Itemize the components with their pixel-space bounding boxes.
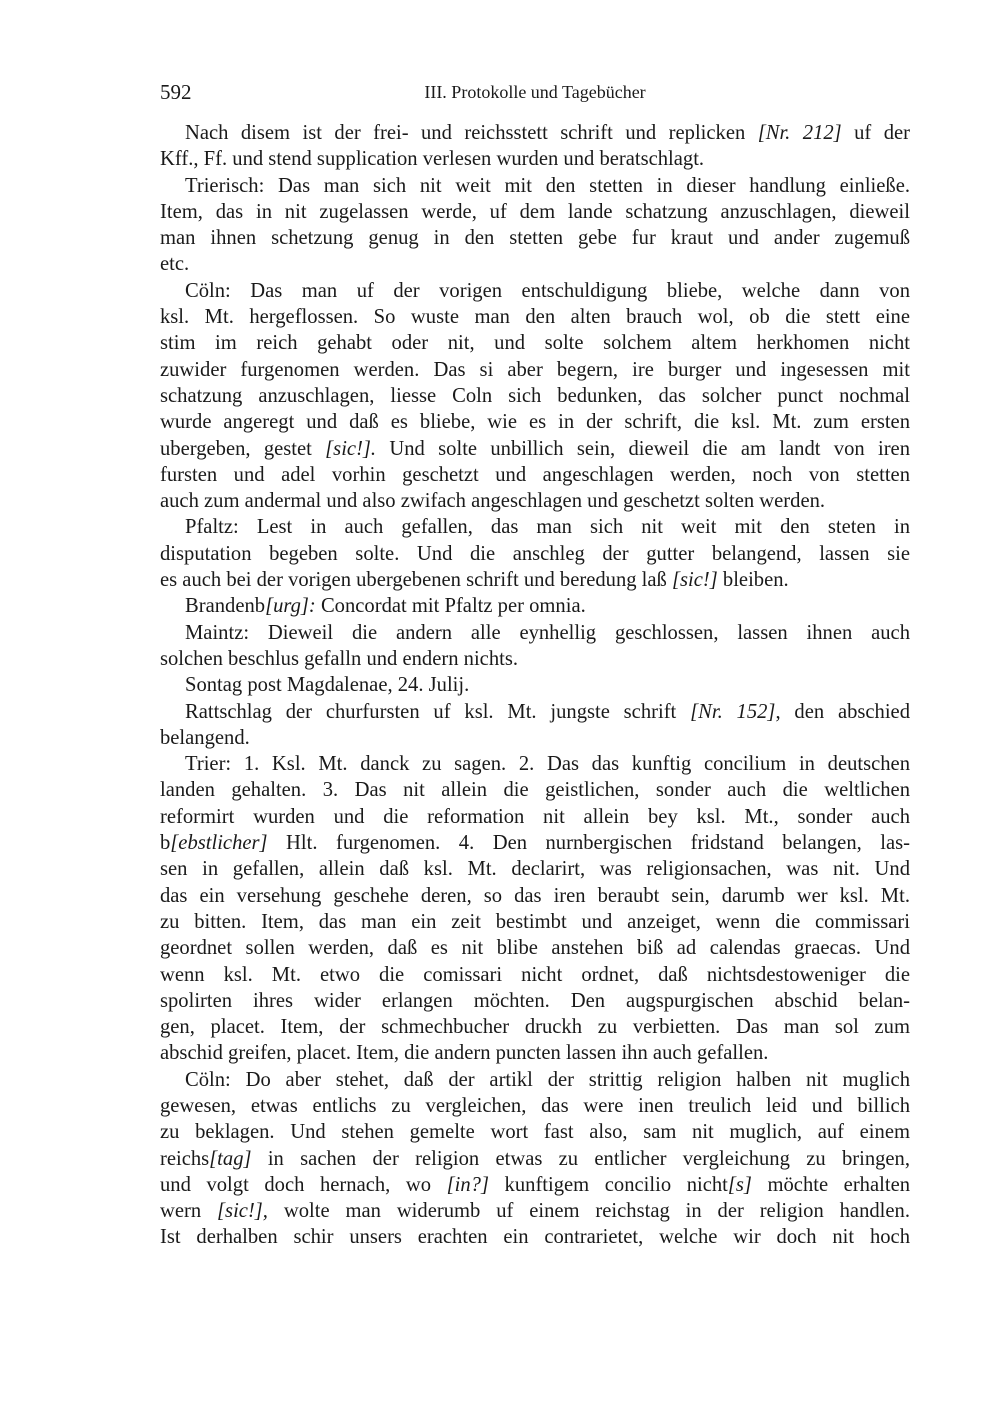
text-line [160,251,910,277]
text-segment: es auch bei der vorigen ubergebenen schrift und beredung laß [160,569,672,592]
text-segment: belangend. [160,726,250,749]
text-segment: zuwider furgenomen werden. Das si aber begern, ire burger und ingesessen mit [160,358,910,381]
text-segment: disputation begeben solte. Und die anschleg der gutter belangend, lassen sie [160,542,910,565]
text-line [160,462,910,488]
text-segment: reichs [160,1147,210,1170]
text-segment: Kff., Ff. und stend supplication verlesen wurden und beratschlagt. [160,148,705,171]
text-line [160,646,910,672]
text-line [160,199,910,225]
paragraph [160,278,910,515]
text-segment: gen, placet. Item, der schmechbucher druckh zu verbietten. Das man sol zum [160,1016,910,1039]
text-line [160,804,910,830]
text-line [160,1014,910,1040]
text-line [160,620,910,646]
text-segment: zu beklagen. Und stehen gemelte wort fast also, sam nit muglich, auf einem [160,1121,910,1144]
text-line [160,725,910,751]
text-segment: wenn ksl. Mt. etwo die comissari nicht ordnet, daß nichtsdestoweniger die [160,963,910,986]
paragraph [160,699,910,752]
text-segment: ubergeben, gestet [160,437,326,460]
text-segment: Item, das in nit zugelassen werde, uf dem lande schatzung anzuschlagen, dieweil [160,200,910,223]
text-segment: und volgt doch hernach, wo [160,1173,447,1196]
text-segment: Und solte unbillich sein, dieweil die am landt von iren [376,437,910,460]
text-segment: das ein versehung geschehe deren, so das iren beraubt sein, darumb wer ksl. Mt. [160,884,910,907]
editorial-note: [in?] [446,1173,489,1196]
editorial-note: [tag] [209,1147,252,1170]
editorial-note: [sic!]. [325,437,377,460]
paragraph [160,173,910,278]
text-line [160,1119,910,1145]
text-line [160,935,910,961]
text-segment: etc. [160,253,190,276]
text-segment: Rattschlag der churfursten uf ksl. Mt. jungste schrift [185,700,691,723]
text-line [160,1067,910,1093]
text-line [160,1040,910,1066]
text-line [160,1146,910,1172]
text-segment: spolirten ihres wider erlangen möchten. Den augspurgischen abschid belan- [160,989,910,1012]
editorial-note: [Nr. 212] [757,122,842,144]
text-line [160,146,910,172]
editorial-note: [ebstlicher] [170,832,268,855]
text-line [160,830,910,856]
text-line [160,330,910,356]
text-line [160,383,910,409]
paragraph [160,751,910,1067]
text-line [160,1198,910,1224]
text-line [160,751,910,777]
running-header [160,80,910,106]
editorial-note: [sic!], [217,1200,268,1223]
text-line [160,514,910,540]
text-segment: uf der [841,122,911,144]
paragraph [160,593,910,619]
text-segment: möchte erhalten [751,1173,910,1196]
page-number: 592 [160,80,192,104]
text-segment: Cöln: Do aber stehet, daß der artikl der strittig religion halben nit muglich [185,1068,910,1091]
text-line [160,777,910,803]
text-segment: in sachen der religion etwas zu entlicher vergleichung zu bringen, [251,1147,910,1170]
text-segment: zu bitten. Item, das man ein zeit bestimbt und anzeiget, wenn die commissari [160,910,910,933]
text-line [160,567,910,593]
text-segment: ksl. Mt. hergeflossen. So wuste man den alten brauch wol, ob die stett eine [160,306,910,329]
editorial-note: [s] [727,1173,752,1196]
text-line [160,593,910,619]
text-segment: solchen beschlus gefalln und endern nichts. [160,647,519,670]
text-segment: Nach disem ist der frei- und reichsstett schrift und replicken [185,122,758,144]
paragraph [160,1067,910,1251]
text-segment: wurde angeregt und daß es bliebe, wie es in der schrift, die ksl. Mt. zum ersten [160,411,910,434]
text-segment: kunftigem concilio nicht [488,1173,728,1196]
text-line [160,304,910,330]
text-line [160,488,910,514]
paragraph [160,620,910,673]
text-segment: geordnet sollen werden, daß es nit blibe anstehen biß ad calendas graecas. Und [160,937,910,960]
paragraph [160,514,910,593]
document-body [160,120,910,1251]
text-segment: gewesen, etwas entlichs zu vergleichen, das were inen treulich leid und billich [160,1094,910,1117]
text-line [160,436,910,462]
text-segment: stim im reich gehabt oder nit, und solte solchem altem herkhomen nicht [160,332,910,355]
text-segment: b [160,832,171,855]
text-segment: , den abschied [775,700,910,723]
text-line [160,541,910,567]
text-segment: Hlt. furgenomen. 4. Den nurnbergischen fridstand belangen, las- [267,832,910,855]
text-line [160,1093,910,1119]
text-segment: auch zum andermal und also zwifach angeschlagen und geschetzt solten werden. [160,490,826,513]
text-line [160,1172,910,1198]
text-segment: man ihnen schetzung genug in den stetten gebe fur kraut und ander zugemuß [160,227,910,250]
text-line [160,409,910,435]
text-line [160,225,910,251]
text-segment: abschid greifen, placet. Item, die andern puncten lassen ihn auch gefallen. [160,1042,769,1065]
text-segment: Sontag post Magdalenae, 24. Julij. [185,674,470,697]
text-segment: Ist derhalben schir unsers erachten ein contrarietet, welche wir doch nit hoch [160,1226,910,1249]
text-segment: wern [160,1200,218,1223]
paragraph [160,672,910,698]
text-line [160,173,910,199]
text-line [160,672,910,698]
text-segment: bleiben. [717,569,789,592]
text-line [160,856,910,882]
text-segment: schatzung anzuschlagen, liesse Coln sich bedunken, das solcher punct nochmal [160,384,910,407]
text-segment: Trierisch: Das man sich nit weit mit den stetten in dieser handlung einließe. [185,174,910,197]
text-line [160,699,910,725]
text-segment: Concordat mit Pfaltz per omnia. [315,595,586,618]
text-segment: wolte man widerumb uf einem reichstag in der religion handlen. [267,1200,910,1223]
text-line [160,120,910,146]
text-line [160,909,910,935]
text-segment: Trier: 1. Ksl. Mt. danck zu sagen. 2. Das das kunftig concilium in deutschen [185,753,910,776]
text-segment: landen gehalten. 3. Das nit allein die geistlichen, sonder auch die weltlichen [160,779,910,802]
paragraph [160,120,910,173]
text-segment: reformirt wurden und die reformation nit allein bey ksl. Mt., sonder auch [160,805,910,828]
text-segment: fursten und adel vorhin geschetzt und angeschlagen werden, noch von stetten [160,463,910,486]
text-segment: Pfaltz: Lest in auch gefallen, das man sich nit weit mit den steten in [185,516,910,539]
editorial-note: [Nr. 152] [690,700,776,723]
text-line [160,962,910,988]
text-line [160,357,910,383]
text-line [160,988,910,1014]
text-line [160,1224,910,1250]
text-line [160,278,910,304]
text-segment: Cöln: Das man uf der vorigen entschuldigung bliebe, welche dann von [185,279,910,302]
text-segment: sen in gefallen, allein daß ksl. Mt. declarirt, was religionsachen, was nit. Und [160,858,910,881]
text-segment: Maintz: Dieweil die andern alle eynhellig geschlossen, lassen ihnen auch [185,621,910,644]
text-line [160,883,910,909]
editorial-note: [urg]: [265,595,316,618]
running-title: III. Protokolle und Tagebücher [424,82,646,102]
editorial-note: [sic!] [672,569,718,592]
text-segment: Brandenb [185,595,266,618]
